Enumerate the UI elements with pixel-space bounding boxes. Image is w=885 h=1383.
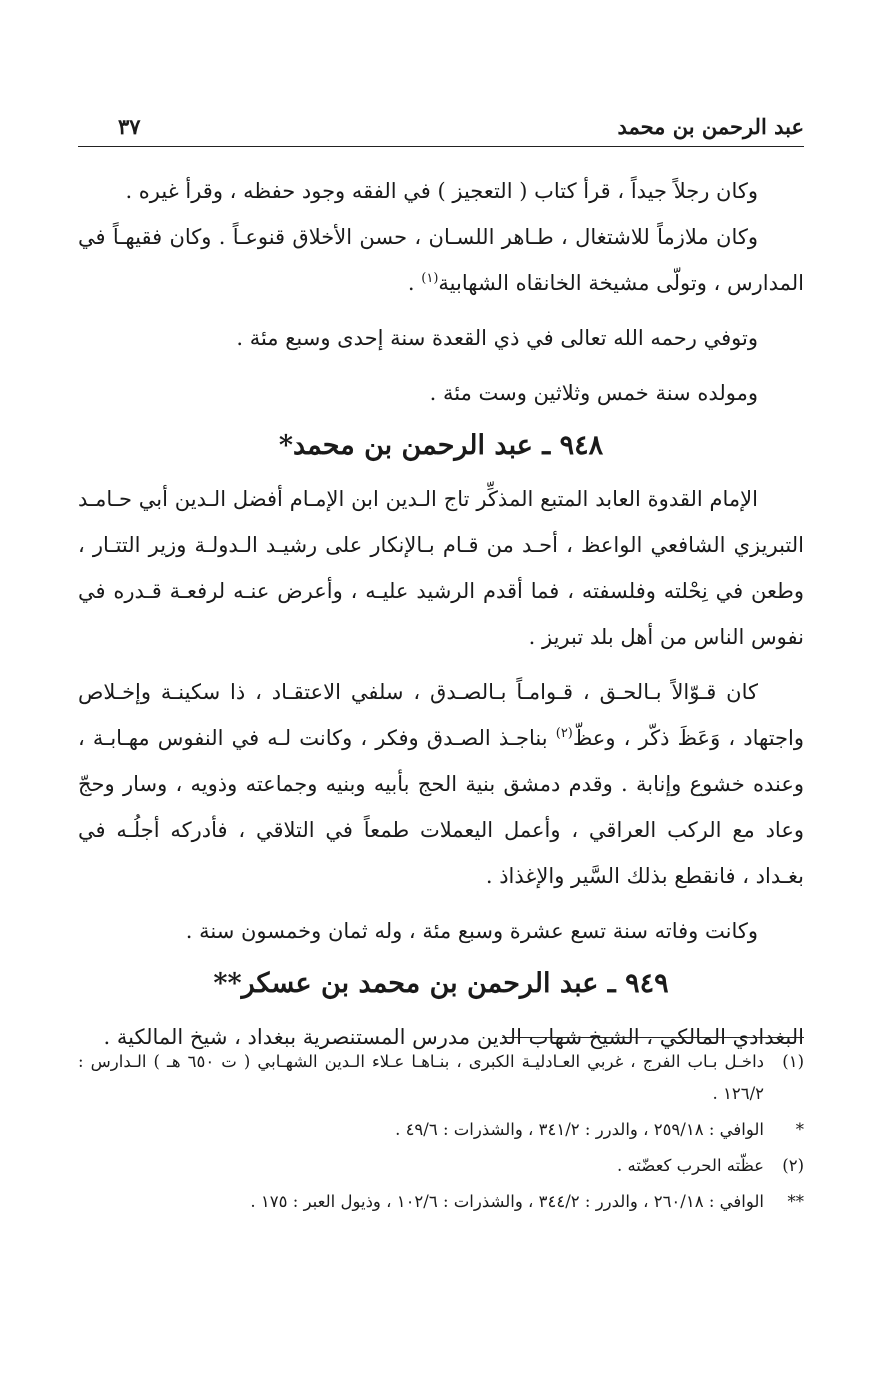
main-text	[78, 168, 804, 1060]
paragraph	[78, 214, 804, 306]
paragraph-text: كان قـوّالاً بـالحـق ، قـوامـاً بـالصـدق ، سلفي الاعتقـاد ، ذا سكينـة وإخـلاص واجتهاد ، وَعَظَ ذكّر ، وعظّ	[78, 680, 804, 750]
entry-heading: ٩٤٩ ـ عبد الرحمن بن محمد بن عسكر**	[213, 968, 669, 999]
paragraph: الإمام القدوة العابد المتبع المذكِّر تاج الـدين ابن الإمـام أفضل الـدين أبي حـامـد التبريزي الشافعي الواعظ ، أحـد من قـام بـالإنكار على رشيـد الـدولـة وزير التتـار ، وطعن في نِحْلته وفلسفته ، فما أقدم الرشيد عليـه ، وأعرض عنـه لرفعـة قـدره في نفوس الناس من أهل بلد تبريز .	[78, 487, 804, 649]
footnote-text: عظّته الحرب كعضّته .	[616, 1156, 764, 1175]
running-header	[78, 112, 804, 147]
footnote	[78, 1114, 804, 1146]
paragraph: ومولده سنة خمس وثلاثين وست مئة .	[429, 381, 758, 405]
footnote-divider	[502, 1037, 804, 1038]
footnote-mark: **	[787, 1192, 804, 1211]
entry-heading: ٩٤٨ ـ عبد الرحمن بن محمد*	[278, 430, 604, 461]
page-number: ٣٧	[118, 114, 141, 139]
paragraph: وتوفي رحمه الله تعالى في ذي القعدة سنة إحدى وسبع مئة .	[236, 326, 758, 350]
footnote-mark: (١)	[782, 1052, 804, 1071]
footnote	[78, 1150, 804, 1182]
footnote	[78, 1046, 804, 1110]
footnote-mark: *	[795, 1120, 804, 1139]
footnote-text: الوافي : ٢٦٠/١٨ ، والدرر : ٣٤٤/٢ ، والشذرات : ١٠٢/٦ ، وذيول العبر : ١٧٥ .	[250, 1192, 764, 1211]
paragraph-text: .	[407, 271, 422, 295]
paragraph	[78, 669, 804, 899]
book-page	[78, 0, 804, 1383]
footnotes	[78, 1046, 804, 1222]
paragraph: وكان رجلاً جيداً ، قرأ كتاب ( التعجيز ) في الفقه وجود حفظه ، وقرأ غيره .	[125, 179, 758, 203]
footnote-text: داخـل بـاب الفرج ، غربي العـادليـة الكبرى ، بنـاهـا عـلاء الـدين الشهـابي ( ت ٦٥٠ هـ ) الـدارس : ١٢٦/٢ .	[78, 1052, 764, 1103]
footnote-text: الوافي : ٢٥٩/١٨ ، والدرر : ٣٤١/٢ ، والشذرات : ٤٩/٦ .	[395, 1120, 764, 1139]
footnote-mark: (٢)	[782, 1156, 804, 1175]
footnote-ref: (١)	[421, 271, 439, 286]
paragraph-text: بناجـذ الصـدق وفكر ، وكانت لـه في النفوس مهـابـة ، وعنده خشوع وإنابة . وقدم دمشق بنية الحج بأبيه وبنيه وجماعته وذويه ، وسار وحجّ وعاد مع الركب العراقي ، وأعمل اليعملات طمعاً في التلاقي ، فأدركه أجلُـه في بغـداد ، فانقطع بذلك السَّير والإغذاذ .	[78, 726, 804, 888]
running-title: عبد الرحمن بن محمد	[617, 114, 804, 139]
footnote	[78, 1186, 804, 1218]
paragraph: وكانت وفاته سنة تسع عشرة وسبع مئة ، وله ثمان وخمسون سنة .	[185, 919, 758, 943]
footnote-ref: (٢)	[555, 726, 573, 741]
paragraph: البغدادي المالكي ، الشيخ شهاب الدين مدرس المستنصرية ببغداد ، شيخ المالكية .	[103, 1025, 804, 1049]
paragraph-text: وكان ملازماً للاشتغال ، طـاهر اللسـان ، حسن الأخلاق قنوعـاً . وكان فقيهـاً في المدارس ، وتولّى مشيخة الخانقاه الشهابية	[78, 225, 804, 295]
